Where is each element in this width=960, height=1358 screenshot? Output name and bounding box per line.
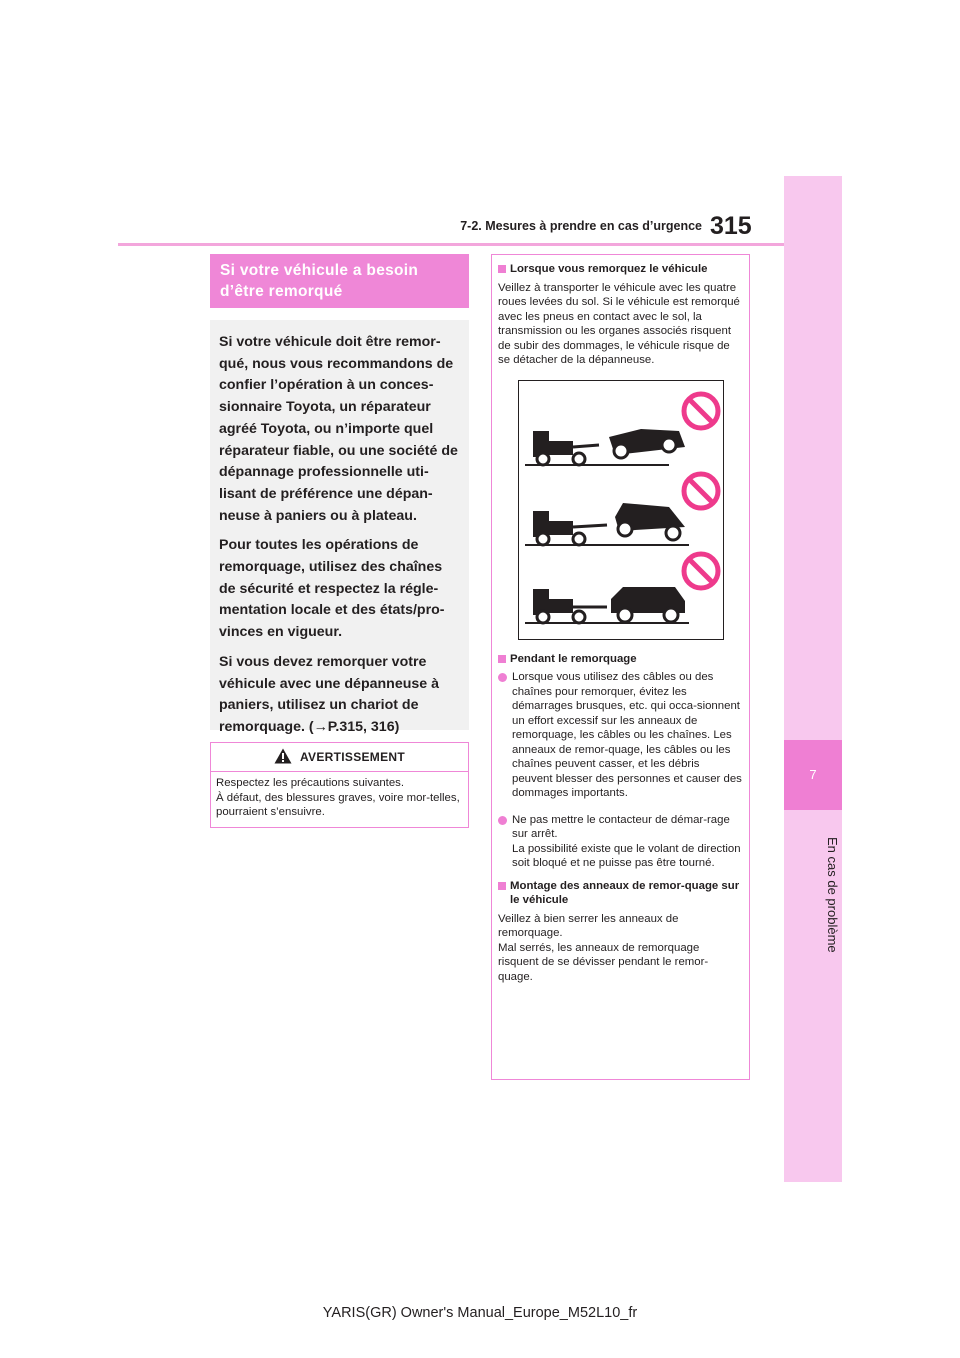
tow-truck-scene-2 <box>525 503 689 545</box>
chapter-title: En cas de problème <box>825 837 840 953</box>
square-bullet-icon <box>498 655 506 663</box>
warning-triangle-icon <box>274 748 292 767</box>
section-title: Si votre véhicule a besoin d’être remorqué <box>210 254 469 308</box>
prohibited-icon <box>684 474 718 508</box>
bullet-item: Lorsque vous utilisez des câbles ou des chaînes pour remorquer, évitez les démarrages brusques, etc. qui occa-sionnent un effort excessif sur les anneaux de remorquage, les câbles ou les chaînes. Les anneaux de remor-quage, les câbles ou les chaînes peuvent casser, et les débris peuvent blesser des personnes et causer des dommages importants. <box>498 670 743 801</box>
heading-towing: Lorsque vous remorquez le véhicule <box>498 262 743 277</box>
intro-paragraph: Si votre véhicule doit être remor-qué, nous vous recommandons de confier l’opération à un conces-sionnaire Toyota, un réparateur agréé Toyota, ou n’importe quel réparateur fiable, ou une société de dépannage professionnelle uti-lisant de préférence une dépan-neuse à paniers ou à plateau. <box>219 334 458 524</box>
tow-truck-scene-1 <box>525 429 685 465</box>
tow-eyelet-paragraph: Veillez à bien serrer les anneaux de remorquage. Mal serrés, les anneaux de remorquage risquent de se dévisser pendant le remor-quage. <box>498 912 709 983</box>
towing-illustration <box>518 380 724 640</box>
prohibited-icon <box>684 554 718 588</box>
tow-truck-scene-3 <box>525 587 689 623</box>
intro-paragraph: Pour toutes les opérations de remorquage, utilisez des chaînes de sécurité et respectez la régle-mentation locale et des états/pro-vinces en vigueur. <box>219 537 445 641</box>
round-bullet-icon <box>498 816 507 825</box>
intro-box <box>210 320 469 735</box>
heading-tow-eyelet: Montage des anneaux de remor-quage sur le véhicule <box>498 879 743 908</box>
prohibited-icon <box>684 394 718 428</box>
bullet-item: Ne pas mettre le contacteur de démar-rage sur arrêt. La possibilité existe que le volant de direction soit bloqué et ne puisse pas être tourné. <box>498 813 743 871</box>
side-tab <box>784 176 842 1182</box>
chapter-number: 7 <box>784 740 842 810</box>
warning-header <box>211 743 468 772</box>
header-section-title: 7-2. Mesures à prendre en cas d’urgence <box>460 219 702 233</box>
warning-text: Respectez les précautions suivantes. À défaut, des blessures graves, voire mor-telles, pourraient s’ensuivre. <box>216 777 460 818</box>
round-bullet-icon <box>498 673 507 682</box>
warning-title: AVERTISSEMENT <box>299 750 406 764</box>
intro-paragraph: Si vous devez remorquer votre véhicule avec une dépanneuse à paniers, utilisez un chariot de remorquage. (→P.315, 316) <box>219 653 440 735</box>
heading-during-towing: Pendant le remorquage <box>498 652 743 667</box>
square-bullet-icon <box>498 882 506 890</box>
header-rule <box>118 243 784 246</box>
towing-paragraph: Veillez à transporter le véhicule avec les quatre roues levées du sol. Si le véhicule est remorqué avec les pneus en contact avec le sol, la transmission ou les organes associés risquent de subir des dommages, le véhicule risque de se détacher de la dépanneuse. <box>498 281 740 366</box>
square-bullet-icon <box>498 265 506 273</box>
warning-box <box>210 742 469 828</box>
footer-text: YARIS(GR) Owner's Manual_Europe_M52L10_fr <box>322 1305 638 1321</box>
towing-info-box <box>491 254 750 1080</box>
page-number: 315 <box>710 212 752 240</box>
